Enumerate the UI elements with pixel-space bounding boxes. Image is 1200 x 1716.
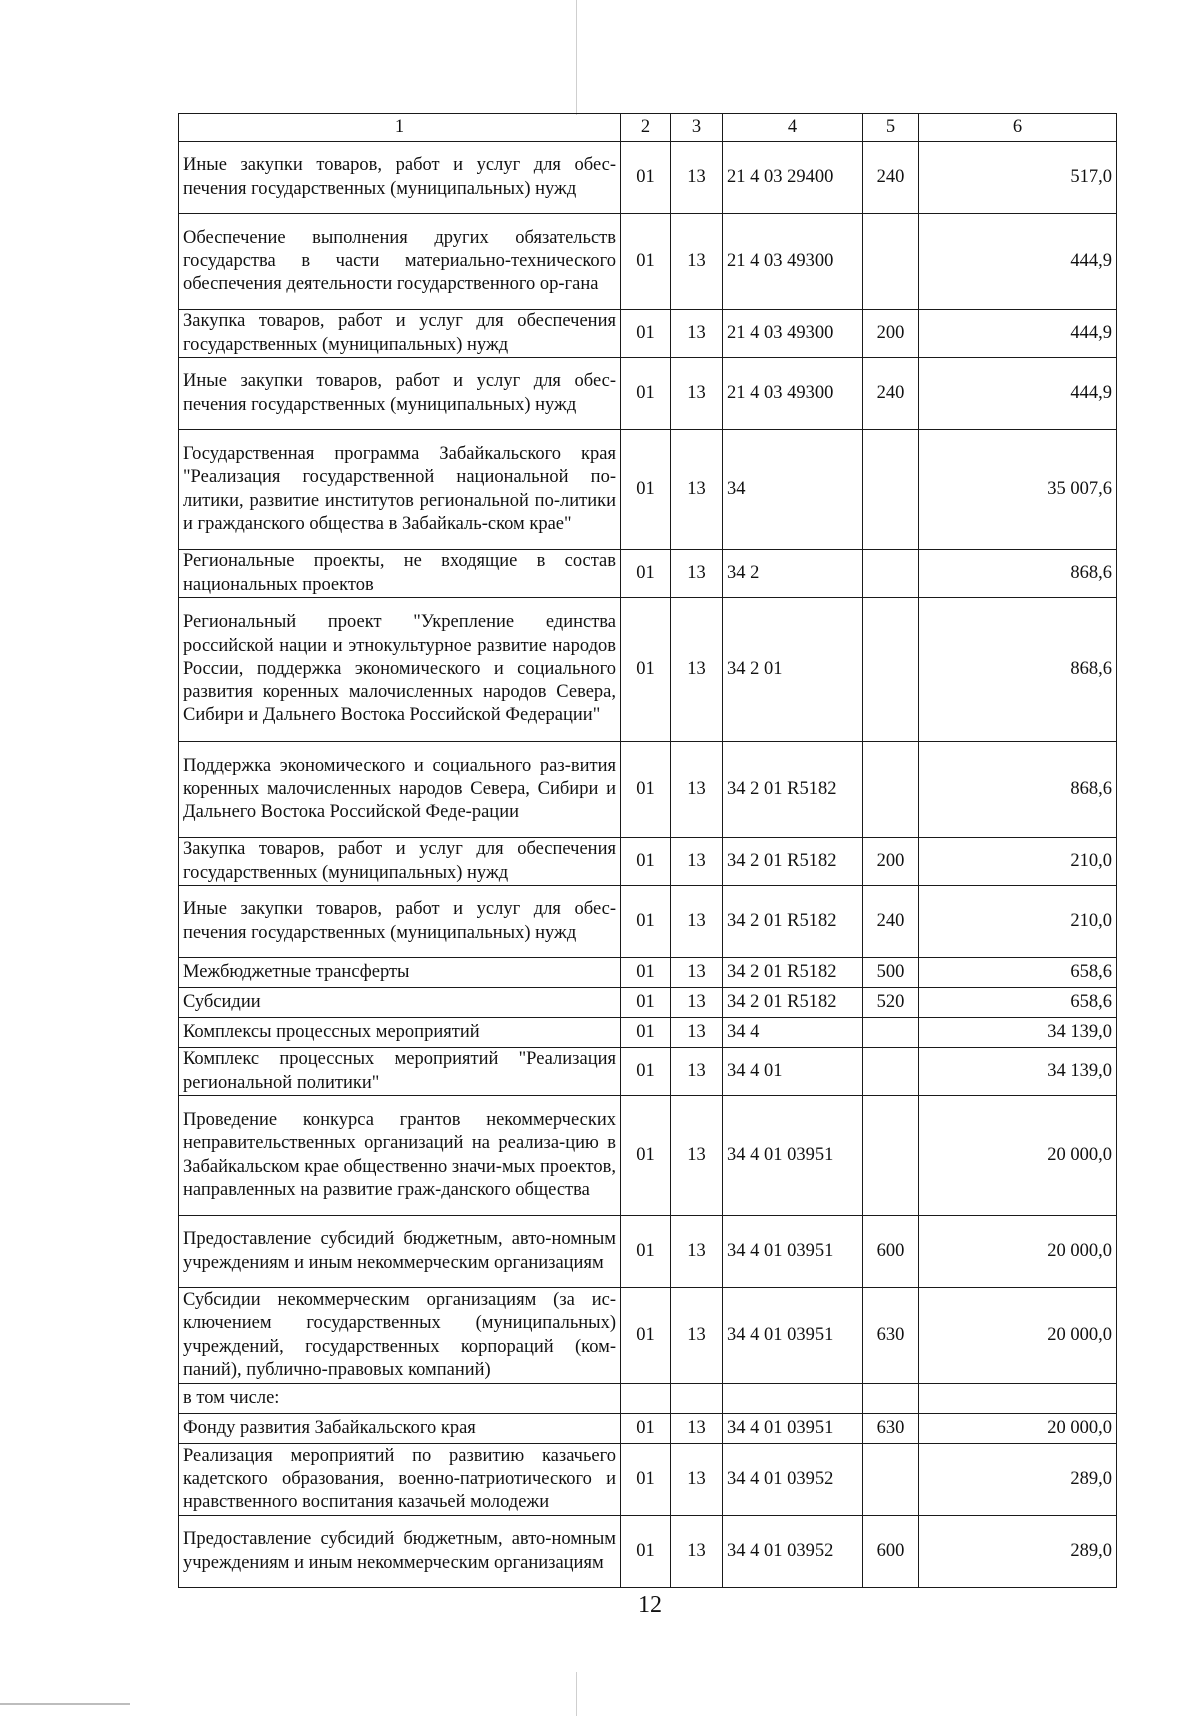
cell-expense-type — [863, 742, 919, 838]
cell-section: 01 — [621, 1096, 671, 1216]
cell-section: 01 — [621, 886, 671, 958]
cell-amount: 20 000,0 — [919, 1216, 1117, 1288]
cell-expense-type: 500 — [863, 958, 919, 988]
cell-expense-type — [863, 214, 919, 310]
cell-section: 01 — [621, 1216, 671, 1288]
cell-section: 01 — [621, 358, 671, 430]
cell-section: 01 — [621, 838, 671, 886]
cell-section: 01 — [621, 958, 671, 988]
page-number: 12 — [638, 1592, 662, 1618]
table-row — [179, 430, 1117, 550]
cell-amount: 658,6 — [919, 958, 1117, 988]
cell-expense-type: 600 — [863, 1216, 919, 1288]
cell-description: Комплексы процессных мероприятий — [179, 1018, 621, 1048]
cell-subsection: 13 — [671, 958, 723, 988]
table-row — [179, 1516, 1117, 1588]
cell-expense-type — [863, 430, 919, 550]
cell-expense-type: 630 — [863, 1414, 919, 1444]
table-row — [179, 988, 1117, 1018]
cell-description: Государственная программа Забайкальского края "Реализация государственной национальной по-литики, развитие институтов региональной по-литики и гражданского общества в Забайкаль-ском крае" — [179, 430, 621, 550]
cell-description: Субсидии некоммерческим организациям (за ис-ключением государственных (муниципальных) учреждений, государственных корпораций (ком-паний), публично-правовых компаний) — [179, 1288, 621, 1384]
cell-subsection: 13 — [671, 1216, 723, 1288]
column-header: 5 — [863, 114, 919, 142]
cell-description: Региональный проект "Укрепление единства российской нации и этнокультурное развитие народов России, поддержка экономического и социального развития коренных малочисленных народов Севера, Сибири и Дальнего Востока Российской Федерации" — [179, 598, 621, 742]
cell-subsection: 13 — [671, 214, 723, 310]
table-row — [179, 958, 1117, 988]
table-row — [179, 1216, 1117, 1288]
table-row — [179, 358, 1117, 430]
cell-subsection: 13 — [671, 1516, 723, 1588]
budget-table — [178, 113, 1117, 1588]
cell-amount: 868,6 — [919, 550, 1117, 598]
cell-expense-type: 240 — [863, 886, 919, 958]
cell-subsection: 13 — [671, 550, 723, 598]
cell-section: 01 — [621, 598, 671, 742]
cell-amount: 289,0 — [919, 1444, 1117, 1516]
cell-subsection: 13 — [671, 988, 723, 1018]
cell-description: Поддержка экономического и социального раз-вития коренных малочисленных народов Севера, Сибири и Дальнего Востока Российской Феде-рации — [179, 742, 621, 838]
table-row — [179, 1096, 1117, 1216]
cell-section: 01 — [621, 310, 671, 358]
cell-target-code: 34 2 — [723, 550, 863, 598]
table-row — [179, 1288, 1117, 1384]
cell-amount: 444,9 — [919, 214, 1117, 310]
table-row — [179, 742, 1117, 838]
cell-subsection: 13 — [671, 598, 723, 742]
table-row — [179, 310, 1117, 358]
cell-expense-type — [863, 1048, 919, 1096]
table-row — [179, 838, 1117, 886]
cell-section: 01 — [621, 1018, 671, 1048]
cell-amount: 658,6 — [919, 988, 1117, 1018]
cell-section: 01 — [621, 1288, 671, 1384]
cell-section: 01 — [621, 1048, 671, 1096]
cell-target-code: 21 4 03 29400 — [723, 142, 863, 214]
cell-expense-type — [863, 1018, 919, 1048]
cell-target-code: 34 2 01 R5182 — [723, 742, 863, 838]
table-row — [179, 598, 1117, 742]
cell-target-code: 21 4 03 49300 — [723, 310, 863, 358]
cell-description: Проведение конкурса грантов некоммерческих неправительственных организаций на реализа-цию в Забайкальском крае общественно значи-мых проектов, направленных на развитие граж-данского общества — [179, 1096, 621, 1216]
cell-target-code: 34 4 01 03951 — [723, 1216, 863, 1288]
column-header: 6 — [919, 114, 1117, 142]
cell-subsection: 13 — [671, 886, 723, 958]
cell-description: Комплекс процессных мероприятий "Реализация региональной политики" — [179, 1048, 621, 1096]
cell-amount — [919, 1384, 1117, 1414]
cell-subsection: 13 — [671, 142, 723, 214]
cell-subsection: 13 — [671, 1288, 723, 1384]
cell-expense-type: 630 — [863, 1288, 919, 1384]
cell-amount: 517,0 — [919, 142, 1117, 214]
cell-target-code: 34 — [723, 430, 863, 550]
cell-subsection: 13 — [671, 1096, 723, 1216]
cell-section: 01 — [621, 142, 671, 214]
cell-description: Закупка товаров, работ и услуг для обеспечения государственных (муниципальных) нужд — [179, 838, 621, 886]
table-row — [179, 1384, 1117, 1414]
cell-description: Предоставление субсидий бюджетным, авто-номным учреждениям и иным некоммерческим организациям — [179, 1516, 621, 1588]
cell-subsection: 13 — [671, 1018, 723, 1048]
cell-target-code: 34 4 — [723, 1018, 863, 1048]
cell-description: в том числе: — [179, 1384, 621, 1414]
cell-section: 01 — [621, 988, 671, 1018]
cell-description: Иные закупки товаров, работ и услуг для обес-печения государственных (муниципальных) нужд — [179, 886, 621, 958]
cell-section: 01 — [621, 214, 671, 310]
cell-description: Реализация мероприятий по развитию казачьего кадетского образования, военно-патриотического и нравственного воспитания казачьей молодежи — [179, 1444, 621, 1516]
cell-amount: 289,0 — [919, 1516, 1117, 1588]
cell-expense-type — [863, 1096, 919, 1216]
cell-section: 01 — [621, 550, 671, 598]
cell-description: Субсидии — [179, 988, 621, 1018]
scan-fold-line — [576, 0, 577, 115]
cell-amount: 210,0 — [919, 838, 1117, 886]
cell-target-code: 21 4 03 49300 — [723, 214, 863, 310]
cell-subsection: 13 — [671, 1048, 723, 1096]
cell-target-code: 34 2 01 — [723, 598, 863, 742]
cell-amount: 20 000,0 — [919, 1414, 1117, 1444]
cell-expense-type: 600 — [863, 1516, 919, 1588]
cell-expense-type — [863, 550, 919, 598]
cell-description: Иные закупки товаров, работ и услуг для обес-печения государственных (муниципальных) нужд — [179, 358, 621, 430]
cell-description: Фонду развития Забайкальского края — [179, 1414, 621, 1444]
cell-description: Межбюджетные трансферты — [179, 958, 621, 988]
scan-edge-mark — [0, 1703, 130, 1705]
cell-target-code — [723, 1384, 863, 1414]
cell-subsection: 13 — [671, 430, 723, 550]
table-row — [179, 1048, 1117, 1096]
column-header: 3 — [671, 114, 723, 142]
column-header: 2 — [621, 114, 671, 142]
cell-target-code: 34 4 01 — [723, 1048, 863, 1096]
cell-section: 01 — [621, 1444, 671, 1516]
cell-description: Предоставление субсидий бюджетным, авто-номным учреждениям и иным некоммерческим организациям — [179, 1216, 621, 1288]
table-row — [179, 1018, 1117, 1048]
table-row — [179, 550, 1117, 598]
cell-amount: 868,6 — [919, 742, 1117, 838]
cell-amount: 20 000,0 — [919, 1288, 1117, 1384]
cell-expense-type — [863, 1384, 919, 1414]
cell-target-code: 34 2 01 R5182 — [723, 988, 863, 1018]
cell-description: Иные закупки товаров, работ и услуг для обес-печения государственных (муниципальных) нужд — [179, 142, 621, 214]
cell-amount: 20 000,0 — [919, 1096, 1117, 1216]
cell-target-code: 34 4 01 03952 — [723, 1444, 863, 1516]
cell-section: 01 — [621, 430, 671, 550]
table-row — [179, 1414, 1117, 1444]
cell-amount: 868,6 — [919, 598, 1117, 742]
table-row — [179, 886, 1117, 958]
cell-subsection: 13 — [671, 838, 723, 886]
cell-expense-type: 200 — [863, 838, 919, 886]
cell-target-code: 34 4 01 03951 — [723, 1414, 863, 1444]
column-header: 4 — [723, 114, 863, 142]
cell-amount: 34 139,0 — [919, 1018, 1117, 1048]
cell-target-code: 34 4 01 03951 — [723, 1288, 863, 1384]
cell-description: Закупка товаров, работ и услуг для обеспечения государственных (муниципальных) нужд — [179, 310, 621, 358]
cell-subsection: 13 — [671, 358, 723, 430]
cell-subsection: 13 — [671, 742, 723, 838]
cell-expense-type: 520 — [863, 988, 919, 1018]
cell-amount: 34 139,0 — [919, 1048, 1117, 1096]
cell-amount: 35 007,6 — [919, 430, 1117, 550]
cell-section: 01 — [621, 742, 671, 838]
table-row — [179, 214, 1117, 310]
cell-target-code: 34 2 01 R5182 — [723, 838, 863, 886]
cell-subsection: 13 — [671, 1414, 723, 1444]
cell-section — [621, 1384, 671, 1414]
table-header-row — [179, 114, 1117, 142]
table-row — [179, 142, 1117, 214]
cell-target-code: 34 2 01 R5182 — [723, 886, 863, 958]
cell-expense-type — [863, 1444, 919, 1516]
cell-expense-type: 240 — [863, 358, 919, 430]
cell-description: Обеспечение выполнения других обязательств государства в части материально-технического обеспечения деятельности государственного ор-гана — [179, 214, 621, 310]
cell-target-code: 34 2 01 R5182 — [723, 958, 863, 988]
cell-expense-type: 240 — [863, 142, 919, 214]
column-header: 1 — [179, 114, 621, 142]
cell-expense-type: 200 — [863, 310, 919, 358]
table-row — [179, 1444, 1117, 1516]
cell-target-code: 34 4 01 03952 — [723, 1516, 863, 1588]
cell-amount: 444,9 — [919, 358, 1117, 430]
cell-section: 01 — [621, 1516, 671, 1588]
budget-table-body — [179, 114, 1117, 1588]
scan-fold-line — [576, 1672, 577, 1716]
cell-subsection: 13 — [671, 1444, 723, 1516]
cell-target-code: 21 4 03 49300 — [723, 358, 863, 430]
cell-target-code: 34 4 01 03951 — [723, 1096, 863, 1216]
cell-subsection: 13 — [671, 310, 723, 358]
cell-subsection — [671, 1384, 723, 1414]
cell-expense-type — [863, 598, 919, 742]
cell-amount: 444,9 — [919, 310, 1117, 358]
cell-amount: 210,0 — [919, 886, 1117, 958]
cell-section: 01 — [621, 1414, 671, 1444]
cell-description: Региональные проекты, не входящие в состав национальных проектов — [179, 550, 621, 598]
